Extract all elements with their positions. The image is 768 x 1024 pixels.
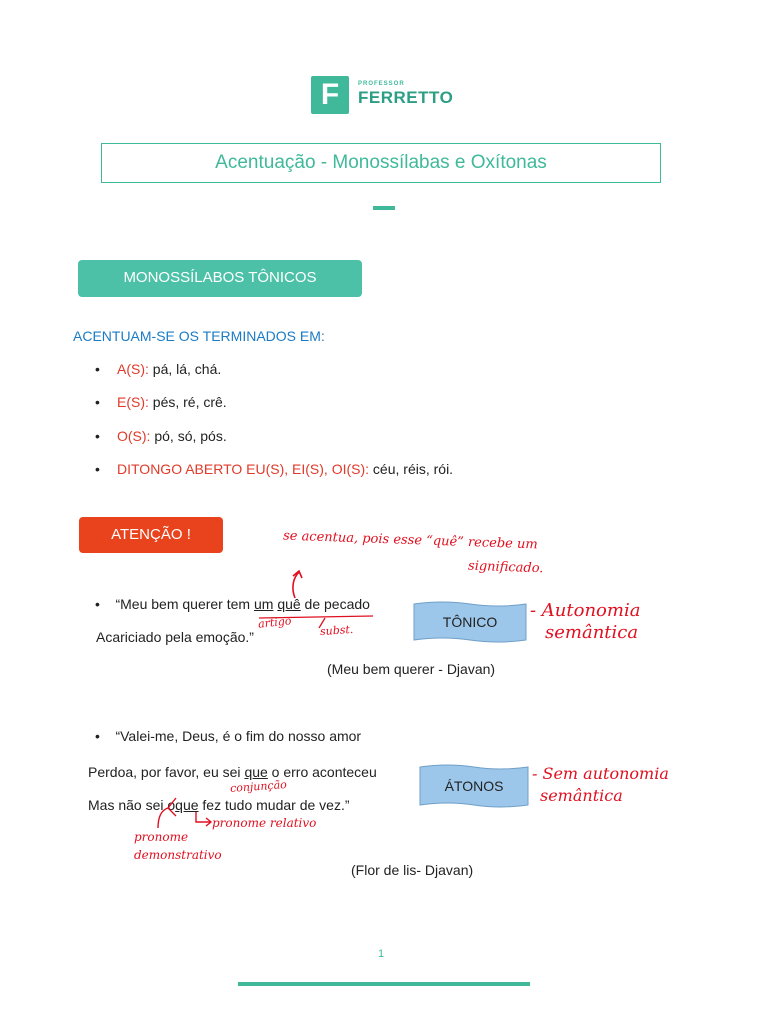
section-banner-monossilabos	[78, 260, 362, 297]
rule-examples: pá, lá, chá.	[148, 361, 222, 377]
handwritten-subst: subst.	[319, 622, 354, 639]
word-que-relativo: que	[175, 797, 199, 813]
logo-name: FERRETTO	[358, 88, 454, 107]
quote-text: Perdoa, por favor, eu sei	[88, 764, 245, 780]
handwritten-sem-autonomia: - Sem autonomia	[532, 764, 669, 783]
bullet: •	[95, 361, 100, 377]
handwritten-semantica: semântica	[545, 622, 639, 643]
logo-letter: F	[320, 78, 340, 111]
quote-text: o erro aconteceu	[267, 764, 377, 780]
footer-line	[238, 982, 530, 986]
bullet: •	[95, 428, 100, 444]
bullet: •	[95, 596, 116, 612]
quote-text: fez tudo mudar de vez.”	[198, 797, 350, 813]
word-um: um	[253, 596, 274, 612]
rule-label: DITONGO ABERTO EU(S), EI(S), OI(S):	[117, 461, 370, 477]
handwritten-note: significado.	[467, 558, 544, 577]
handwritten-pronome: pronome	[134, 830, 189, 844]
bullet: •	[95, 394, 100, 410]
handwritten-semantica: semântica	[540, 786, 623, 805]
section-banner-label: ATENÇÃO !	[111, 526, 191, 543]
quote-text: “Meu bem querer tem	[115, 596, 254, 612]
list-item	[95, 461, 453, 477]
quote-source: (Meu bem querer - Djavan)	[327, 661, 496, 677]
quote-line	[88, 764, 377, 780]
section-heading: ACENTUAM-SE OS TERMINADOS EM:	[73, 328, 325, 344]
list-item	[95, 428, 227, 444]
rule-examples: pó, só, pós.	[150, 428, 227, 444]
word-que-conjuncao: que	[244, 764, 268, 780]
handwritten-demonstrativo: demonstrativo	[134, 848, 222, 862]
rule-examples: pés, ré, crê.	[148, 394, 227, 410]
title-box	[101, 143, 661, 183]
section-banner-label: MONOSSÍLABOS TÔNICOS	[123, 269, 317, 286]
atonos-shape	[418, 763, 530, 809]
bullet: •	[95, 461, 100, 477]
rule-label: E(S):	[117, 394, 149, 410]
ferretto-logo	[311, 76, 461, 116]
handwritten-pronome-relativo: pronome relativo	[212, 816, 317, 830]
list-item	[95, 394, 227, 410]
atonos-label: ÁTONOS	[444, 778, 504, 794]
rule-examples: céu, réis, rói.	[369, 461, 454, 477]
bullet: •	[95, 728, 116, 744]
rule-label: O(S):	[117, 428, 151, 444]
word-que-tonico: quê	[277, 596, 301, 612]
page-title: Acentuação - Monossílabas e Oxítonas	[215, 152, 547, 173]
handwritten-conjuncao: conjunção	[229, 778, 288, 795]
quote-text: de pecado	[300, 596, 370, 612]
quote-text: “Valei-me, Deus, é o fim do nosso amor	[115, 728, 362, 744]
tonico-label: TÔNICO	[442, 614, 498, 630]
section-banner-atencao	[79, 517, 223, 553]
title-divider	[373, 206, 395, 210]
rule-label: A(S):	[117, 361, 149, 377]
quote-source: (Flor de lis- Djavan)	[351, 862, 474, 878]
handwritten-note: se acentua, pois esse “quê” recebe um	[282, 528, 538, 553]
tonico-shape	[412, 600, 528, 644]
quote-line	[95, 728, 361, 744]
page-number: 1	[378, 948, 385, 960]
logo-subtitle: PROFESSOR	[358, 81, 405, 87]
handwritten-artigo: artigo	[257, 614, 293, 631]
list-item	[95, 361, 221, 377]
handwritten-autonomia: - Autonomia	[530, 600, 641, 621]
quote-line: Acariciado pela emoção.”	[96, 629, 254, 645]
quote-text: Mas não sei o	[88, 797, 176, 813]
